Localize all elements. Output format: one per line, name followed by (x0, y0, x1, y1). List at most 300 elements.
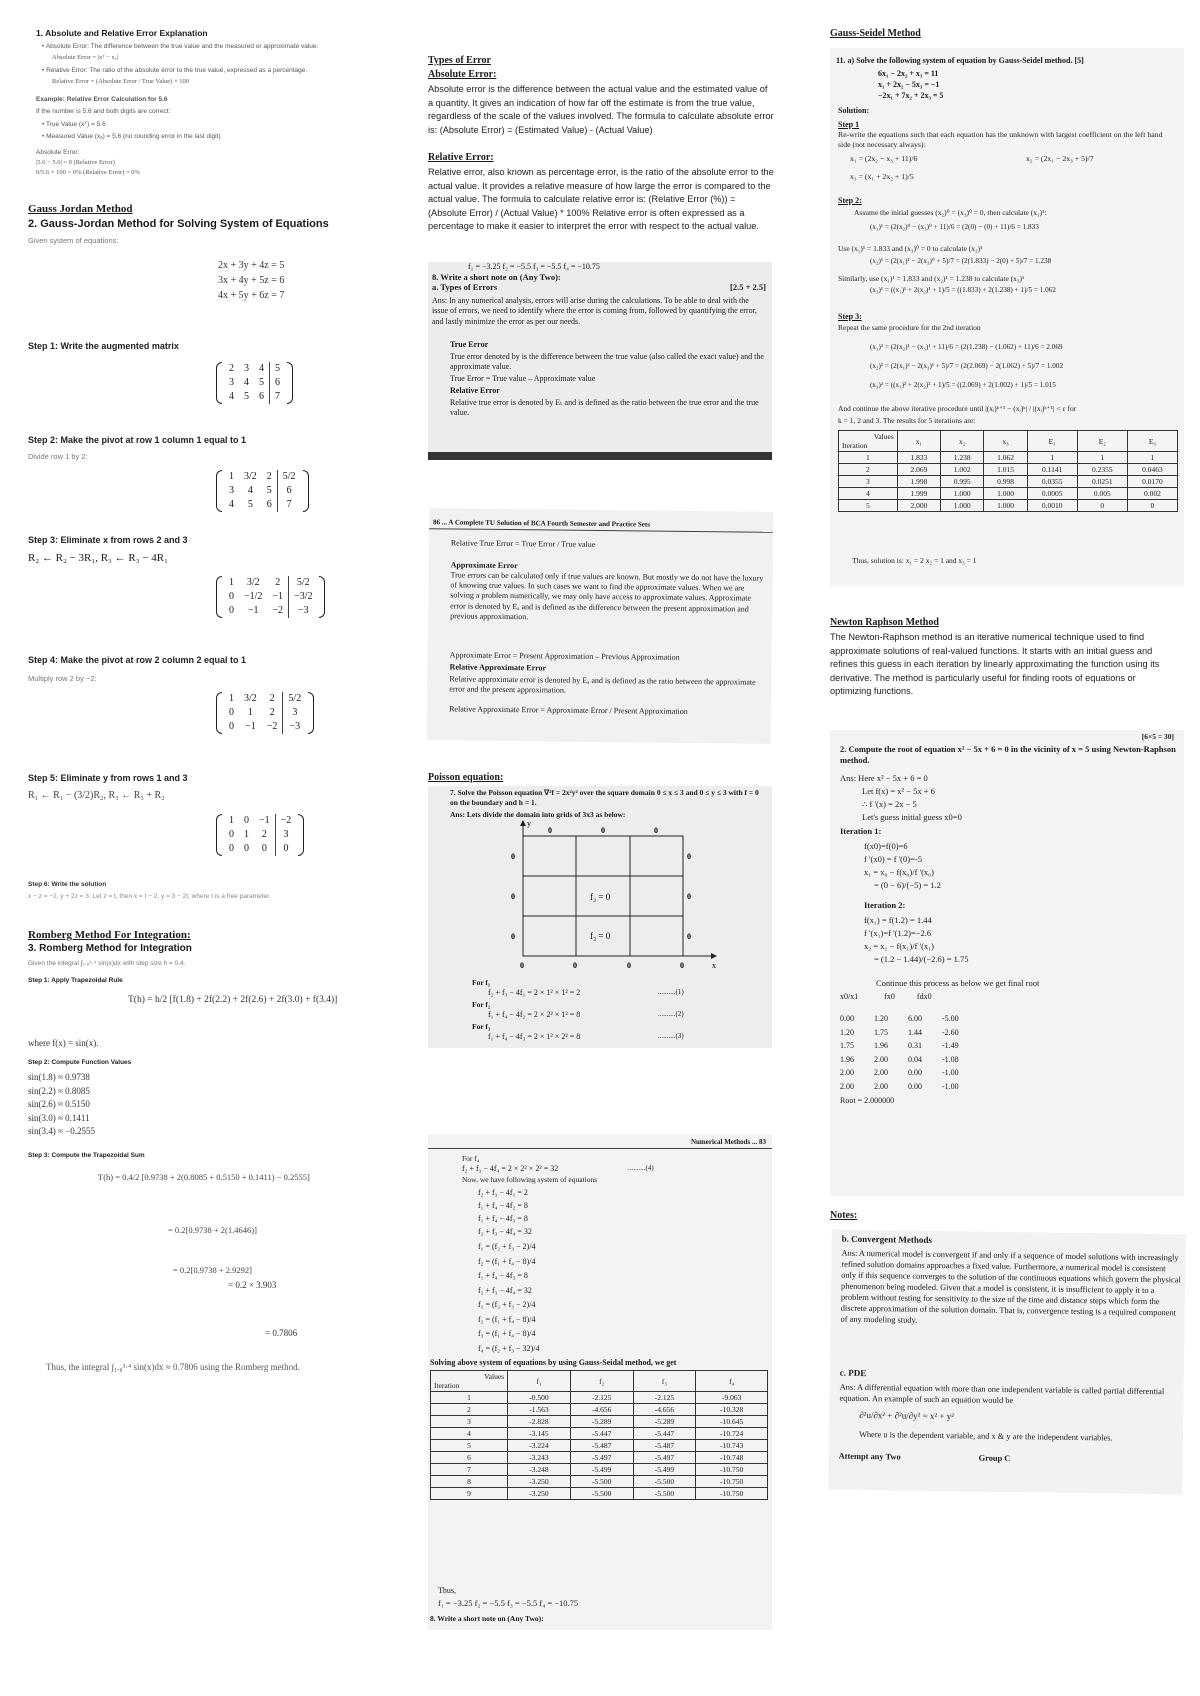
matrix-cell: 2 (266, 471, 272, 482)
matrix-cell: 6 (270, 376, 286, 390)
table-cell: 6 (431, 1452, 508, 1464)
nr-cell: 1.75 (874, 1027, 888, 1037)
matrix-cell: 2 (269, 693, 275, 704)
table-row (839, 500, 1178, 512)
romberg-step-1: Step 1: Apply Trapezoidal Rule (28, 977, 123, 984)
step-5-ops: R₁ ← R₁ − (3/2)R₂, R₃ ← R₃ + R₂ (28, 790, 165, 801)
romberg-where: where f(x) = sin(x). (28, 1038, 99, 1048)
scan2-approx-text: True errors can be calculated only if true values are known. But mostly we do not have the luxury of knowing true values. In such cases we want to find the approximate values. When we are solving a problem numerically, we may only have access to approximate values. Approximate error is denoted by Eₐ and is defined as the difference between the present approximation and previous approximation. (450, 570, 764, 622)
scan7-c-answer: Ans: A differential equation with more than one independent variable is called partial differential equation. An example of such an equation would be (839, 1382, 1165, 1406)
romberg-heading: Romberg Method For Integration: (28, 929, 191, 941)
table-row (431, 1404, 768, 1416)
matrix-cell: 4 (247, 485, 253, 496)
scan2-rae-formula: Relative Approximate Error = Approximate Error / Present Approximation (449, 704, 688, 716)
step-5: Step 5: Eliminate y from rows 1 and 3 (28, 773, 188, 783)
nr-cell: 2.00 (874, 1054, 888, 1064)
example-item-1: • True Value (xᵀ) = 5.6 (42, 121, 106, 128)
nr-cell: -2.60 (942, 1027, 959, 1037)
table-cell: 0.995 (941, 476, 984, 488)
table-row (431, 1392, 768, 1404)
matrix-3 (216, 576, 325, 618)
matrix-4-table (224, 692, 306, 734)
table-cell: 1.833 (897, 452, 940, 464)
nr-row (840, 1012, 976, 1026)
th-values: Values Iteration (839, 431, 898, 452)
matrix-cell: −2 (266, 721, 278, 732)
matrix-cell: 5/2 (277, 470, 300, 484)
scan1-true-text: True error denoted by is the difference between the true value (also called the exact value) and the approximate value. (450, 352, 764, 372)
nr-cell: 0.04 (908, 1054, 922, 1064)
table-cell: 1 (1077, 452, 1127, 464)
th-e3: E₃ (1127, 431, 1177, 452)
scan5-continue-2: k = 1, 2 and 3. The results for 5 iterations are: (838, 416, 976, 425)
table-cell: 2.000 (897, 500, 940, 512)
relative-error-text: Relative error, also known as percentage error, is the ratio of the absolute error to the actual value. It provides a relative measure of how large the error is compared to the actual value. The formula to calculate relative error is: (Relative Error (%)) = (Absolute Error) / (Actual Value) * 100% Relative error is often expressed as a percentage to make it easier to interpret the error with respect to the actual value. (428, 167, 774, 232)
scan4-rule (428, 1148, 772, 1149)
nr-cell: -1.49 (942, 1041, 959, 1050)
absolute-error-heading: Absolute Error: (428, 69, 497, 80)
matrix-cell: 3 (283, 706, 306, 720)
scan5-calc-x1: (x₁)¹ = (2(x₂)⁰ − (x₃)⁰ + 11)/6 = (2(0) − (0) + 11)/6 = 1.833 (870, 223, 1039, 231)
matrix-cell: 1 (229, 693, 234, 704)
table-cell: 0.0010 (1027, 500, 1077, 512)
table-cell: 0.0170 (1127, 476, 1177, 488)
matrix-row (224, 362, 285, 376)
bc-left-3: 0 (511, 932, 515, 941)
step-4-sub: Multiply row 2 by −2: (28, 674, 97, 683)
scan3-for-f1: For f₁ (472, 978, 491, 987)
bc-bottom-1: 0 (520, 961, 524, 970)
table-cell: -3.145 (508, 1428, 571, 1440)
bc-right-3: 0 (687, 932, 691, 941)
nr-row (840, 1066, 976, 1080)
table-cell: 0.1141 (1027, 464, 1077, 476)
matrix-cell: 1 (229, 815, 234, 826)
table-cell: -10.748 (696, 1452, 768, 1464)
nr-row (840, 1080, 976, 1094)
textbook-scan-gauss-seidal-table (428, 1134, 772, 1630)
table-cell: 2 (431, 1404, 508, 1416)
table-cell: -5.497 (570, 1452, 633, 1464)
scan6-iteration-1: Iteration 1: (840, 826, 882, 836)
matrix-row (224, 390, 285, 404)
nr-cell: 0.00 (908, 1081, 922, 1091)
scan5-x1: x₁ = (2x₂ − x₃ + 11)/6 (850, 154, 918, 163)
scan7-attempt: Attempt any Two (838, 1451, 901, 1462)
poisson-heading: Poisson equation: (428, 772, 504, 783)
table-cell: 1.238 (941, 452, 984, 464)
scan1-body: Ans: In any numerical analysis, errors will arise during the calculations. To be able to deal with the issue of errors, we need to identify where the error is coming from, followed by quantifying the error, and lastly minimize the error as per our needs. (432, 296, 757, 326)
types-of-error-heading: Types of Error (428, 55, 491, 66)
nr-cell: -5.00 (942, 1014, 959, 1023)
scan5-question: 11. a) Solve the following system of equation by Gauss-Seidel method. [5] (836, 56, 1084, 65)
table-row (431, 1464, 768, 1476)
example-calc-1: Absolute Error: (36, 149, 80, 156)
step-6-text: x − z = −2, y + 2z = 3. Let z = t, then x = t − 2, y = 3 − 2t, where t is a free parameter. (28, 893, 271, 900)
scan1-marks: [2.5 + 2.5] (729, 282, 766, 292)
matrix-1 (216, 362, 293, 404)
gauss-intro: Given system of equations: (28, 236, 119, 245)
th-values: Values Iteration (431, 1371, 508, 1392)
scan6-root: Root = 2.000000 (840, 1096, 895, 1105)
scan3-eq1-num: ..........(1) (658, 988, 684, 996)
table-cell: 8 (431, 1476, 508, 1488)
scan5-thus: Thus, solution is: x₁ = 2 x₂ = 1 and x₃ = 1 (852, 556, 977, 565)
scan4-now: Now, we have following system of equations (462, 1175, 598, 1184)
scan4-header: Numerical Methods ... 83 (690, 1138, 766, 1146)
relative-error-heading: Relative Error: (428, 152, 494, 163)
matrix-cell: 7 (277, 498, 300, 512)
nr-cell: 2.00 (840, 1081, 854, 1091)
table-cell: -5.499 (570, 1464, 633, 1476)
scan5-x2: x₂ = (2x₁ − 2x₃ + 5)/7 (1026, 154, 1094, 163)
matrix-cell: 0 (229, 721, 234, 732)
scan2-rte: Relative True Error = True Error / True value (450, 538, 596, 549)
matrix-row (224, 470, 301, 484)
scan3-eq3: f₁ + f₄ − 4f₃ = 2 × 1² × 2² = 8 (488, 1032, 581, 1041)
y-label: y (527, 819, 531, 828)
table-cell: 0.0251 (1077, 476, 1127, 488)
matrix-2 (216, 470, 309, 512)
scan4-result: f₁ = −3.25 f₂ = −5.5 f₃ = −5.5 f₄ = −10.75 (438, 1598, 579, 1608)
matrix-cell: 0 (229, 843, 234, 854)
newton-raphson-heading: Newton Raphson Method (830, 617, 939, 628)
step-3: Step 3: Eliminate x from rows 2 and 3 (28, 535, 188, 545)
notes-heading: Notes: (830, 1210, 858, 1221)
bc-left-1: 0 (511, 852, 515, 861)
rel-formula: Relative Error = (Absolute Error / True Value) × 100 (52, 78, 190, 85)
table-cell: -5.487 (633, 1440, 696, 1452)
scan3-question: 7. Solve the Poisson equation ∇²f = 2x²y² over the square domain 0 ≤ x ≤ 3 and 0 ≤ y ≤ 3 with f = 0 on the boundary and h = 1. (450, 788, 759, 807)
scan4-solving: Solving above system of equations by using Gauss-Seidal method, we get (430, 1358, 677, 1367)
matrix-cell: 4 (229, 499, 234, 510)
scan4-q8: 8. Write a short note on (Any Two): (430, 1614, 544, 1623)
step-3-ops: R₂ ← R₂ − 3R₁, R₃ ← R₃ − 4R₁ (28, 552, 168, 564)
table-cell: -3.250 (508, 1488, 571, 1500)
table-cell: -10.724 (696, 1428, 768, 1440)
table-cell: -5.497 (633, 1452, 696, 1464)
matrix-cell: 3 (244, 363, 249, 374)
scan1-question: 8. Write a short note on (Any Two): (432, 272, 561, 282)
gauss-jordan-heading: Gauss Jordan Method (28, 203, 133, 215)
romberg-values: sin(1.8) ≈ 0.9738 sin(2.2) ≈ 0.8085 sin(2.6) ≈ 0.5150 sin(3.0) ≈ 0.1411 sin(3.4) ≈ −0.2555 (28, 1072, 96, 1136)
table-cell: 1.000 (941, 488, 984, 500)
table-row (431, 1416, 768, 1428)
matrix-cell: 3 (229, 485, 234, 496)
table-cell: -0.500 (508, 1392, 571, 1404)
matrix-row (224, 706, 306, 720)
table-cell: -10.750 (696, 1464, 768, 1476)
table-cell: 0.002 (1127, 488, 1177, 500)
matrix-cell: −1 (245, 721, 256, 732)
nr-cell: 1.20 (840, 1027, 854, 1037)
table-cell: 1.998 (897, 476, 940, 488)
bc-bottom-2: 0 (573, 961, 577, 970)
scan3-answer: Ans: Lets divide the domain into grids of 3x3 as below: (450, 810, 626, 819)
table-row (839, 464, 1178, 476)
table-cell: 1.062 (984, 452, 1027, 464)
table-cell: 1.000 (941, 500, 984, 512)
scan7-b: b. Convergent Methods (841, 1233, 933, 1245)
gauss-seidel-heading: Gauss-Seidel Method (830, 28, 921, 39)
matrix-cell: −3 (283, 720, 306, 734)
th-x3: x₃ (984, 431, 1027, 452)
table-row (839, 476, 1178, 488)
romberg-sum-4: = 0.2 × 3.903 (228, 1280, 277, 1290)
abs-formula: Absolute Error = |xᵀ − xₐ| (52, 54, 118, 61)
scan6-question: 2. Compute the root of equation x² − 5x + 6 = 0 in the vicinity of x = 5 using Newton-Raphson method. (840, 744, 1176, 765)
matrix-cell: 6 (259, 391, 264, 402)
matrix-3-table (224, 576, 317, 618)
th-f2: f₂ (570, 1371, 633, 1392)
scan2-rae-text: Relative approximate error is denoted by Eₐ and is defined as the ratio between the approximate error and the present approximation. (449, 674, 756, 695)
matrix-row (224, 814, 296, 828)
gauss-seidel-results-table (838, 430, 1178, 512)
scan6-iteration-1-lines: f(x0)=f(0)=6 f '(x0) = f '(0)=-5 x₁ = x₀ − f(x₀)/f '(x₀) = (0 − 6)/(−5) = 1.2 (864, 841, 941, 890)
matrix-cell: −3 (289, 604, 318, 618)
bc-right-1: 0 (687, 852, 691, 861)
romberg-sum-2: = 0.2[0.9738 + 2(1.4646)] (168, 1225, 257, 1235)
table-cell: -4.656 (570, 1404, 633, 1416)
matrix-cell: −1 (259, 815, 270, 826)
scan5-step3-text: Repeat the same procedure for the 2nd iteration (838, 323, 981, 332)
scan4-thus: Thus, (438, 1586, 456, 1595)
abs-rel-heading: 1. Absolute and Relative Error Explanation (36, 28, 208, 38)
example-heading: Example: Relative Error Calculation for 5.6 (36, 96, 168, 103)
table-cell: 1 (1027, 452, 1077, 464)
nr-cell: 0.31 (908, 1041, 922, 1050)
matrix-cell: 0 (244, 815, 249, 826)
table-cell: 0.0463 (1127, 464, 1177, 476)
matrix-cell: 2 (229, 363, 234, 374)
table-cell: 2 (839, 464, 898, 476)
scan3-for-f3: For f₃ (472, 1022, 491, 1031)
scan6-table-body (840, 1012, 976, 1093)
matrix-cell: 0 (229, 707, 234, 718)
scan5-continue: And continue the above iterative procedure until |(xᵢ)ᵏ⁺¹ − (xᵢ)ᵏ| / |(xᵢ)ᵏ⁺¹| < ε for (838, 404, 1077, 413)
table-cell: -10.645 (696, 1416, 768, 1428)
scan1-a: a. Types of Errors (432, 282, 498, 292)
matrix-cell: 0 (261, 843, 267, 854)
table-cell: 1.015 (984, 464, 1027, 476)
table-cell: -5.487 (570, 1440, 633, 1452)
table-row (431, 1440, 768, 1452)
scan7-pde: ∂²u/∂x² + ∂²u/∂y² = x² + y² (859, 1409, 955, 1422)
scan5-use: Use (x₁)¹ = 1.833 and (x₃)⁰ = 0 to calculate (x₂)¹ (838, 244, 983, 253)
bc-bottom-4: 0 (680, 961, 684, 970)
matrix-cell: 5/2 (283, 692, 306, 706)
table-row (431, 1452, 768, 1464)
table-cell: -5.289 (633, 1416, 696, 1428)
table-cell: -5.289 (570, 1416, 633, 1428)
bc-left-2: 0 (511, 892, 515, 901)
table-cell: 0.0355 (1027, 476, 1077, 488)
scan6-marks: [6×5 = 30] (1141, 732, 1174, 741)
matrix-cell: 7 (270, 390, 286, 404)
nr-cell: -1.08 (942, 1054, 959, 1064)
matrix-row (224, 692, 306, 706)
scan4-eq4: f₂ + f₃ − 4f₄ = 2 × 2² × 2² = 32 (462, 1164, 559, 1173)
scan2-header: 86 ... A Complete TU Solution of BCA Fourth Semester and Practice Sets (433, 518, 651, 529)
table-cell: 4 (839, 488, 898, 500)
scan5-step1: Step 1 (838, 120, 860, 129)
example-intro: If the number is 5.6 and both digits are correct: (36, 108, 171, 115)
scan5-calc-x2: (x₂)¹ = (2(x₁)¹ − 2(x₃)⁰ + 5)/7 = (2(1.833) − 2(0) + 5)/7 = 1.238 (870, 257, 1052, 265)
step-6: Step 6: Write the solution (28, 881, 107, 888)
matrix-row (224, 376, 285, 390)
matrix-cell: 5 (259, 377, 264, 388)
matrix-row (224, 842, 296, 856)
table-cell: 0.2355 (1077, 464, 1127, 476)
textbook-scan-gauss-seidel (830, 48, 1184, 586)
table-cell: -2.125 (633, 1392, 696, 1404)
scan5-step2: Step 2: (838, 196, 862, 205)
matrix-cell: 3/2 (244, 471, 257, 482)
table-row (839, 488, 1178, 500)
table-cell: 1 (431, 1392, 508, 1404)
table-cell: -3.224 (508, 1440, 571, 1452)
th-f3: f₃ (633, 1371, 696, 1392)
table-header-row (431, 1371, 768, 1392)
matrix-cell: 3/2 (246, 577, 260, 588)
scan5-solution: Solution: (838, 106, 870, 115)
bc-bottom-3: 0 (627, 961, 631, 970)
table-cell: -5.500 (633, 1476, 696, 1488)
table-cell: -3.243 (508, 1452, 571, 1464)
poisson-gauss-seidal-table (430, 1370, 768, 1500)
y-arrow (520, 820, 526, 826)
scan5-step1-text: Re-write the equations such that each equation has the unknown with largest coefficient on the left hand side (not necessary always): (838, 130, 1163, 149)
matrix-cell: 0 (229, 605, 234, 616)
f3-label: f₃ = 0 (590, 931, 611, 941)
table-cell: 7 (431, 1464, 508, 1476)
matrix-2-table (224, 470, 301, 512)
example-calc-3: 0/5.6 × 100 = 0% (Relative Error) = 0% (36, 169, 140, 176)
matrix-cell: 1 (229, 577, 234, 588)
matrix-cell: 2 (275, 577, 281, 588)
nr-cell: 1.75 (840, 1041, 854, 1050)
scan5-calc-x3: (x₃)¹ = ((x₁)¹ + 2(x₂)¹ + 1)/5 = ((1.833) + 2(1.238) + 1)/5 = 1.062 (870, 286, 1056, 294)
absolute-error-text: Absolute error is the difference between the actual value and the estimated value of a quantity. It gives an indication of how far off the estimate is from the true value, regardless of the scale of the values involved. The formula to calculate absolute error is: (Absolute Error) = (Estimated Value) - (Actual Value) (428, 84, 774, 135)
scan7-c: c. PDE (839, 1367, 867, 1379)
romberg-intro: Given the integral ∫₁.₈³·⁴ sin(x)dx with step size h = 0.4. (28, 960, 186, 967)
matrix-cell: 4 (259, 363, 264, 374)
table-header-row (839, 431, 1178, 452)
table-cell: -3.250 (508, 1476, 571, 1488)
nr-cell: 2.00 (840, 1068, 854, 1077)
romberg-step-2: Step 2: Compute Function Values (28, 1059, 132, 1066)
bc-right-2: 0 (687, 892, 691, 901)
table-cell: 0.0005 (1027, 488, 1077, 500)
matrix-row (224, 604, 317, 618)
nr-cell: 1.20 (874, 1014, 888, 1023)
scan1-true-heading: True Error (450, 340, 489, 349)
textbook-scan-types-of-errors (428, 262, 772, 460)
scan5-similarly: Similarly, use (x₁)¹ = 1.833 and (x₂)¹ = 1.238 to calculate (x₃)¹ (838, 274, 1025, 283)
matrix-5-table (224, 814, 296, 856)
table-cell: -10.750 (696, 1488, 768, 1500)
scan5-x3: x₃ = (x₁ + 2x₂ + 1)/5 (850, 172, 914, 181)
bc-top-1: 0 (548, 826, 552, 835)
table-cell: -10.743 (696, 1440, 768, 1452)
table-cell: 0 (1077, 500, 1127, 512)
scan4-iteration-formulas: f₁ = (f₂ + f₃ − 2)/4 f₂ = (f₁ + f₄ − 8)/4 f₁ + f₄ − 4f₃ = 8 f₂ + f₃ − 4f₄ = 32 f₁ = (f₂ + f₃ − 2)/4 f₂ = (f₁ + f₄ − 8)/4 f₃ = (f₁ + f₄ − 8)/4 f₄ = (f₂ + f₃ − 32)/4 (478, 1242, 540, 1353)
matrix-cell: 5 (244, 391, 249, 402)
scan3-eq2-num: ..........(2) (658, 1010, 684, 1018)
nr-row (840, 1026, 976, 1040)
scan1-true-formula: True Error = True value – Approximate value (450, 374, 596, 383)
matrix-cell: 4 (244, 377, 249, 388)
step-2-sub: Divide row 1 by 2: (28, 452, 88, 461)
step-2: Step 2: Make the pivot at row 1 column 1 equal to 1 (28, 435, 247, 445)
scan1-top: f₁ = −3.25 f₂ = −5.5 f₃ = −5.5 f₄ = −10.75 (468, 262, 600, 271)
table-cell: 1.002 (941, 464, 984, 476)
matrix-cell: 5 (266, 485, 272, 496)
scan2-rae-heading: Relative Approximate Error (449, 662, 547, 673)
scan3-eq2: f₁ + f₄ − 4f₂ = 2 × 2² × 1² = 8 (488, 1010, 581, 1019)
romberg-formula: T(h) = h/2 [f(1.8) + 2f(2.2) + 2f(2.6) + 2f(3.0) + f(3.4)] (128, 995, 338, 1005)
table-cell: -9.063 (696, 1392, 768, 1404)
scan5-step3: Step 3: (838, 312, 862, 321)
table-cell: 0.998 (984, 476, 1027, 488)
scan3-eq3-num: ..........(3) (658, 1032, 684, 1040)
scan2-approx-formula: Approximate Error = Present Approximation – Previous Approximation (449, 650, 680, 662)
f2-label: f₂ = 0 (590, 892, 611, 902)
table-row (431, 1488, 768, 1500)
nr-cell: -1.00 (942, 1081, 959, 1091)
table-cell: 1.000 (984, 500, 1027, 512)
matrix-cell: 1 (244, 829, 249, 840)
th-e1: E₁ (1027, 431, 1077, 452)
example-calc-2: |5.6 − 5.6| = 0 (Relative Error) (36, 159, 115, 166)
romberg-sum-3: = 0.2[0.9738 + 2.9292] (173, 1265, 252, 1275)
matrix-cell: 6 (266, 499, 272, 510)
matrix-row (224, 590, 317, 604)
table-cell: -5.499 (633, 1464, 696, 1476)
romberg-final: Thus, the integral ∫₁.₈³·⁴ sin(x)dx ≈ 0.7806 using the Romberg method. (46, 1362, 300, 1372)
nr-row (840, 1053, 976, 1067)
matrix-cell: 1 (247, 707, 253, 718)
scan7-where: Where u is the dependent variable, and x & y are the independent variables. (858, 1429, 1113, 1443)
scan2-rule (429, 528, 773, 533)
newton-raphson-text: The Newton-Raphson method is an iterative numerical technique used to find approximate solutions of real-valued functions. It starts with an initial guess and refines this guess in each iteration by linearly approximating the function using its derivative. The method is particularly useful for finding roots of equations or optimizing functions. (830, 632, 1160, 697)
scan3-for-f2: For f₂ (472, 1000, 491, 1009)
gauss-jordan-title: 2. Gauss-Jordan Method for Solving System of Equations (28, 218, 329, 230)
matrix-1-table (224, 362, 285, 404)
x-arrow (711, 953, 717, 959)
bc-top-2: 0 (601, 826, 605, 835)
matrix-cell: 0 (275, 842, 296, 856)
th-e2: E₂ (1077, 431, 1127, 452)
table-cell: -5.447 (570, 1428, 633, 1440)
romberg-title: 3. Romberg Method for Integration (28, 943, 192, 954)
scan1-edge (428, 452, 772, 460)
scan7-b-answer: Ans: A numerical model is convergent if and only if a sequence of model solutions with increasingly refined solution domains approaches a fixed value. Furthermore, a numerical model is consistent only if this sequence converges to the solution of the continuous equations which govern the physical phenomenon being modeled. Given that a model is consistent, it is insufficient to apply it to a problem without testing for sensitivity to the size of the time and distance steps which form the discrete approximation of the solution domain. That is, convergence testing is a required component of any modeling study. (840, 1248, 1181, 1325)
th-f4: f₄ (696, 1371, 768, 1392)
nr-cell: -1.00 (942, 1068, 959, 1077)
textbook-scan-approximate-error (427, 508, 773, 744)
table-cell: -5.447 (633, 1428, 696, 1440)
step-4: Step 4: Make the pivot at row 2 column 2 equal to 1 (28, 655, 247, 665)
nr-cell: 6.00 (908, 1014, 922, 1023)
table-cell: 3 (839, 476, 898, 488)
table-cell: -5.500 (633, 1488, 696, 1500)
matrix-cell: 5/2 (289, 576, 318, 590)
table-cell: 0 (1127, 500, 1177, 512)
table-cell: 5 (431, 1440, 508, 1452)
scan6-setup: Ans: Here x² − 5x + 6 = 0 Let f(x) = x² − 5x + 6 ∴ f '(x) = 2x − 5 Let's guess initial guess x0=0 (840, 773, 962, 822)
matrix-cell: 4 (229, 391, 234, 402)
